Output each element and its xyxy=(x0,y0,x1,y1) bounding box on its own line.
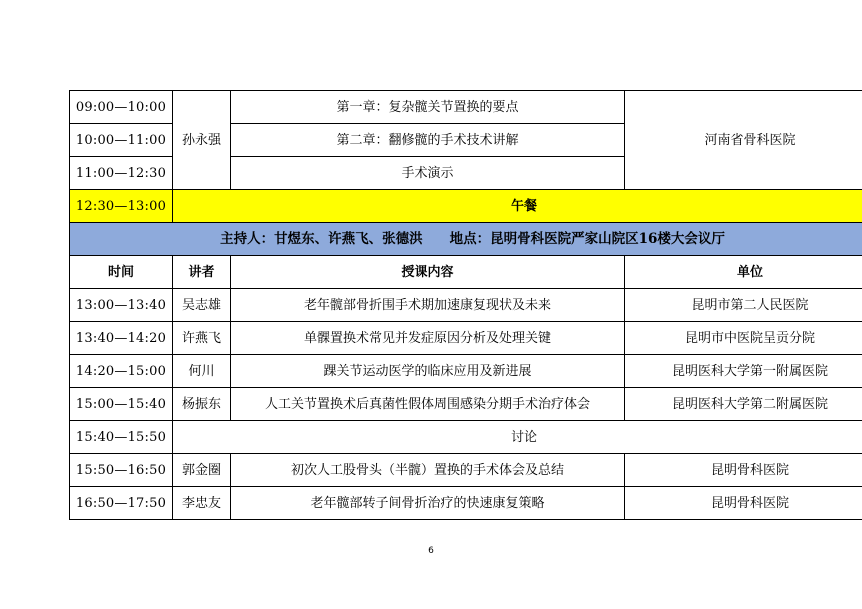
content-cell: 第一章：复杂髋关节置换的要点 xyxy=(231,91,625,124)
table-row xyxy=(70,454,862,487)
content-cell: 手术演示 xyxy=(231,157,625,190)
table-row xyxy=(70,388,862,421)
unit-cell: 昆明骨科医院 xyxy=(625,454,862,487)
page-number: 6 xyxy=(428,546,434,556)
content-cell: 第二章：翻修髋的手术技术讲解 xyxy=(231,124,625,157)
header-row xyxy=(70,256,862,289)
lunch-row xyxy=(70,190,862,223)
header-content: 授课内容 xyxy=(231,256,625,289)
speaker-cell: 郭金圈 xyxy=(173,454,231,487)
discussion-row xyxy=(70,421,862,454)
speaker-cell: 许燕飞 xyxy=(173,322,231,355)
content-cell: 老年髋部骨折围手术期加速康复现状及未来 xyxy=(231,289,625,322)
table-row xyxy=(70,91,862,124)
content-cell: 人工关节置换术后真菌性假体周围感染分期手术治疗体会 xyxy=(231,388,625,421)
unit-cell: 昆明骨科医院 xyxy=(625,487,862,520)
time-cell: 13:00—13:40 xyxy=(70,289,173,322)
table-row xyxy=(70,487,862,520)
unit-cell: 昆明市第二人民医院 xyxy=(625,289,862,322)
discussion-label: 讨论 xyxy=(173,421,862,454)
header-time: 时间 xyxy=(70,256,173,289)
content-cell: 单髁置换术常见并发症原因分析及处理关键 xyxy=(231,322,625,355)
time-cell: 15:00—15:40 xyxy=(70,388,173,421)
schedule-table xyxy=(69,90,862,520)
time-cell: 14:20—15:00 xyxy=(70,355,173,388)
table-row xyxy=(70,289,862,322)
time-cell: 15:40—15:50 xyxy=(70,421,173,454)
speaker-cell: 李忠友 xyxy=(173,487,231,520)
content-cell: 踝关节运动医学的临床应用及新进展 xyxy=(231,355,625,388)
content-cell: 老年髋部转子间骨折治疗的快速康复策略 xyxy=(231,487,625,520)
table-row xyxy=(70,322,862,355)
host-row xyxy=(70,223,862,256)
time-cell: 09:00—10:00 xyxy=(70,91,173,124)
content-cell: 初次人工股骨头（半髋）置换的手术体会及总结 xyxy=(231,454,625,487)
speaker-cell: 何川 xyxy=(173,355,231,388)
unit-cell: 昆明市中医院呈贡分院 xyxy=(625,322,862,355)
unit-cell: 河南省骨科医院 xyxy=(625,91,862,190)
header-speaker: 讲者 xyxy=(173,256,231,289)
host-info: 主持人：甘煜东、许燕飞、张德洪 地点：昆明骨科医院严家山院区16楼大会议厅 xyxy=(70,223,862,256)
time-cell: 13:40—14:20 xyxy=(70,322,173,355)
speaker-cell: 孙永强 xyxy=(173,91,231,190)
time-cell: 11:00—12:30 xyxy=(70,157,173,190)
speaker-cell: 杨振东 xyxy=(173,388,231,421)
speaker-cell: 吴志雄 xyxy=(173,289,231,322)
time-cell: 12:30—13:00 xyxy=(70,190,173,223)
table-row xyxy=(70,355,862,388)
lunch-label: 午餐 xyxy=(173,190,862,223)
unit-cell: 昆明医科大学第二附属医院 xyxy=(625,388,862,421)
time-cell: 16:50—17:50 xyxy=(70,487,173,520)
unit-cell: 昆明医科大学第一附属医院 xyxy=(625,355,862,388)
header-unit: 单位 xyxy=(625,256,862,289)
time-cell: 10:00—11:00 xyxy=(70,124,173,157)
time-cell: 15:50—16:50 xyxy=(70,454,173,487)
